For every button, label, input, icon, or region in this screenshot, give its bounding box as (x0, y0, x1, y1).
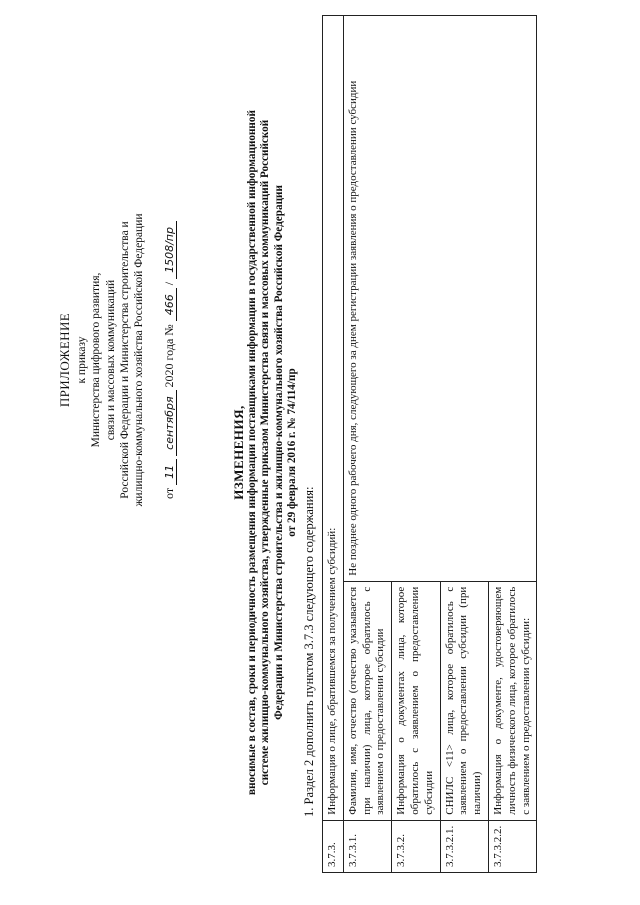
amendment-table (322, 15, 537, 873)
appendix-line: Российской Федерации и Министерства строительства и (118, 221, 131, 499)
changes-line: системе жилищно-коммунального хозяйства, утвержденные приказом Министерства связи и массовых коммуникаций Российской (259, 119, 272, 786)
changes-heading: ИЗМЕНЕНИЯ, (231, 405, 246, 500)
date-year-text: 2020 года № (162, 324, 177, 388)
order-date-number-line: от 11 сентября 2020 года № 466 / 1508/пр (162, 0, 177, 740)
date-prefix: от (162, 487, 177, 499)
section-intro: 1. Раздел 2 дополнить пунктом 3.7.3 следующего содержания: (302, 486, 316, 817)
changes-heading-block (232, 20, 300, 885)
changes-line: вносимые в состав, сроки и периодичность размещения информации поставщиками информации в государственной информационной (245, 110, 258, 795)
appendix-block (58, 0, 177, 740)
appendix-line: к приказу (76, 336, 89, 384)
handwritten-day: 11 (163, 459, 177, 485)
row-number: 3.7.3. (323, 820, 344, 872)
handwritten-month: сентября (163, 390, 177, 455)
row-deadline: Не позднее одного рабочего дня, следующего за днем регистрации заявления о предоставлении субсидии (343, 16, 537, 582)
table-row (323, 16, 344, 873)
appendix-line: Министерства цифрового развития, (90, 272, 103, 448)
table-row (343, 16, 391, 873)
handwritten-number-first: 466 (163, 288, 177, 321)
appendix-title: ПРИЛОЖЕНИЕ (57, 312, 72, 408)
row-text: СНИЛС <11> лица, которое обратилось с заявлением о предоставлении субсидии (при наличии) (440, 581, 488, 820)
changes-line: от 29 февраля 2016 г. № 74/114/пр (286, 368, 299, 537)
row-number: 3.7.3.1. (343, 820, 391, 872)
handwritten-number-second: 1508/пр (163, 221, 177, 279)
row-text: Фамилия, имя, отчество (отчество указывается при наличии) лица, которое обратилось с заявлением о предоставлении субсидии (343, 581, 391, 820)
row-text: Информация о документах лица, которое обратилось с заявлением о предоставлении субсидии (392, 581, 440, 820)
appendix-line: жилищно-коммунального хозяйства Российской Федерации (133, 213, 146, 507)
row-text: Информация о документе, удостоверяющем личность физического лица, которое обратилось с заявлением о предоставлении субсидии: (488, 581, 536, 820)
appendix-line: связи и массовых коммуникаций (104, 279, 117, 441)
row-text: Информация о лице, обратившемся за получением субсидий: (323, 16, 344, 821)
changes-line: Федерации и Министерства строительства и жилищно-коммунального хозяйства Российской Федерации (272, 185, 285, 720)
row-number: 3.7.3.2. (392, 820, 440, 872)
row-number: 3.7.3.2.2. (488, 820, 536, 872)
row-number: 3.7.3.2.1. (440, 820, 488, 872)
